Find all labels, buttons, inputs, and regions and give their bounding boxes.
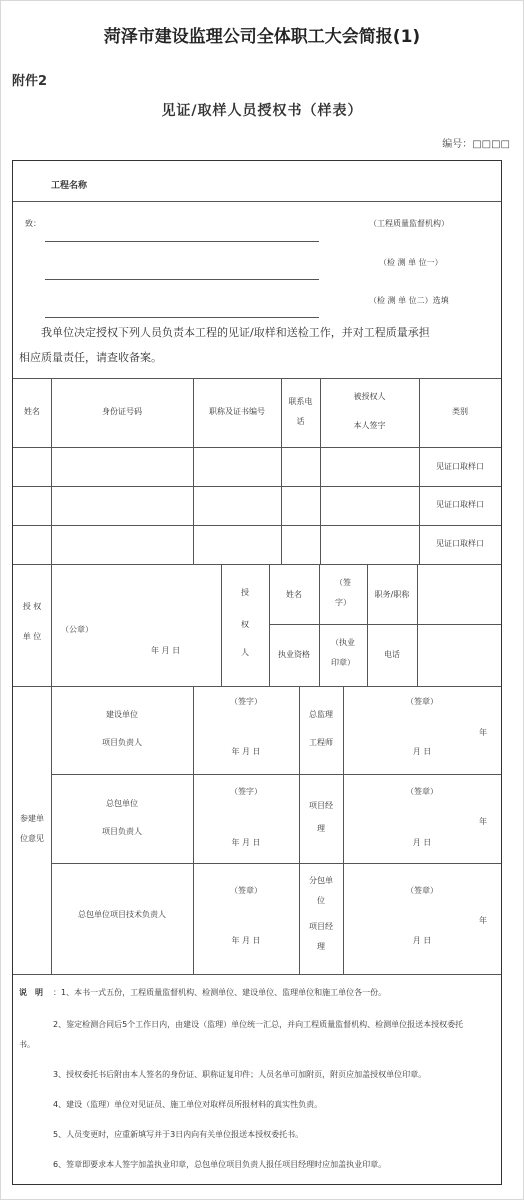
col-line xyxy=(417,564,418,686)
personnel-type-3: 见证口取样口 xyxy=(436,539,484,548)
document-title: 菏泽市建设监理公司全体职工大会简报(1) xyxy=(103,27,421,47)
project-name-label: 工程名称 xyxy=(51,181,88,191)
col-line xyxy=(343,686,344,974)
gc-sign: （签字） xyxy=(230,787,262,796)
subcontractor-3: 项目经 xyxy=(309,922,333,931)
row-line xyxy=(13,486,501,487)
sub-seal: （签章） xyxy=(406,886,438,895)
recipient-org-3: （检 测 单 位二）选填 xyxy=(369,296,449,305)
project-manager-2: 理 xyxy=(317,824,325,833)
col-line xyxy=(269,564,270,686)
phone-label: 电话 xyxy=(384,650,400,659)
pm-year: 年 xyxy=(479,817,487,826)
subcontractor-1: 分包单 xyxy=(309,876,333,885)
header-cert: 职称及证书编号 xyxy=(209,407,265,416)
personnel-type-2: 见证口取样口 xyxy=(436,500,484,509)
recipient-line-2 xyxy=(45,279,319,280)
auth-title-label: 职务/职称 xyxy=(374,590,410,599)
row-line xyxy=(51,774,501,775)
auth-sign-2: 字） xyxy=(335,598,351,607)
auth-sign-1: （签 xyxy=(335,578,351,587)
tech-date: 年 月 日 xyxy=(231,936,261,945)
owner-date: 年 月 日 xyxy=(231,747,261,756)
col-line xyxy=(320,378,321,564)
row-line xyxy=(13,447,501,448)
note-2: 2、鉴定检测合同后5个工作日内，由建设（监理）单位统一汇总，并向工程质量监督机构、检测单位报送本授权委托 xyxy=(53,1020,464,1029)
authorization-statement-1: 我单位决定授权下列人员负责本工程的见证/取样和送检工作，并对工程质量承担 xyxy=(41,326,430,339)
supervisor-seal: （签章） xyxy=(406,697,438,706)
chief-supervisor-1: 总监理 xyxy=(309,710,333,719)
auth-unit-date: 年 月 日 xyxy=(151,646,181,655)
opinions-label-2: 位意见 xyxy=(20,834,44,843)
gc-tech-head: 总包单位项目技术负责人 xyxy=(78,910,166,919)
col-line xyxy=(51,564,52,686)
gc-unit-head: 项目负责人 xyxy=(102,827,142,836)
recipient-line-3 xyxy=(45,317,319,318)
divider xyxy=(13,378,501,379)
auth-unit-label-2: 单 位 xyxy=(22,632,42,641)
supervisor-year: 年 xyxy=(479,728,487,737)
supervisor-date: 月 日 xyxy=(412,747,432,756)
gc-unit-label: 总包单位 xyxy=(106,799,138,808)
owner-unit-head: 项目负责人 xyxy=(102,738,142,747)
col-line xyxy=(367,564,368,686)
recipient-org-2: （检 测 单 位一） xyxy=(379,258,443,267)
auth-name-label: 姓名 xyxy=(286,590,302,599)
project-manager-1: 项目经 xyxy=(309,801,333,810)
official-seal-label: （公章） xyxy=(61,625,93,634)
header-id: 身份证号码 xyxy=(102,407,142,416)
note-4: 4、建设（监理）单位对见证员、施工单位对取样员所报材料的真实性负责。 xyxy=(53,1100,323,1109)
row-line xyxy=(13,525,501,526)
attachment-label: 附件2 xyxy=(12,74,48,89)
header-phone-2: 话 xyxy=(296,417,305,426)
to-label: 致： xyxy=(25,219,41,228)
sub-year: 年 xyxy=(479,916,487,925)
chief-supervisor-2: 工程师 xyxy=(309,738,333,747)
owner-sign: （签字） xyxy=(230,697,262,706)
note-1: ：1、本书一式五份，工程质量监督机构、检测单位、建设单位、监理单位和施工单位各一份。 xyxy=(53,988,387,997)
header-phone-1: 联系电 xyxy=(288,397,313,406)
license-seal-1: （执业 xyxy=(331,638,355,647)
auth-person-1: 授 xyxy=(241,588,249,597)
pm-date: 月 日 xyxy=(412,838,432,847)
auth-person-3: 人 xyxy=(241,648,249,657)
subcontractor-4: 理 xyxy=(317,942,325,951)
note-6: 6、签章即要求本人签字加盖执业印章，总包单位项目负责人报任项目经理时应加盖执业印章。 xyxy=(53,1160,387,1169)
authorization-statement-2: 相应质量责任，请查收备案。 xyxy=(19,351,162,364)
opinions-label-1: 参建单 xyxy=(20,814,44,823)
header-type: 类别 xyxy=(452,407,468,416)
form-table xyxy=(12,160,502,1185)
auth-person-2: 权 xyxy=(241,620,249,629)
owner-unit-label: 建设单位 xyxy=(106,710,138,719)
notes-label: 说 明 xyxy=(19,988,43,997)
sub-date: 月 日 xyxy=(412,936,432,945)
tech-seal: （签章） xyxy=(230,886,262,895)
form-subtitle: 见证/取样人员授权书（样表） xyxy=(161,103,363,119)
personnel-type-1: 见证口取样口 xyxy=(436,462,484,471)
gc-date: 年 月 日 xyxy=(231,838,261,847)
note-3: 3、授权委托书后附由本人签名的身份证、职称证复印件；人员名单可加附页，附页应加盖授权单位印章。 xyxy=(53,1070,427,1079)
divider xyxy=(13,686,501,687)
license-seal-2: 印章） xyxy=(331,658,355,667)
recipient-line-1 xyxy=(45,241,319,242)
note-5: 5、人员变更时，应重新填写并于3日内向有关单位报送本授权委托书。 xyxy=(53,1130,304,1139)
subcontractor-2: 位 xyxy=(317,896,325,905)
auth-unit-label-1: 授 权 xyxy=(22,602,42,611)
recipient-org-1: （工程质量监督机构） xyxy=(369,219,449,228)
header-sign-1: 被授权人 xyxy=(353,392,386,401)
serial-number: 编号：□□□□ xyxy=(442,139,510,150)
license-label: 执业资格 xyxy=(278,650,310,659)
divider xyxy=(13,201,501,202)
header-name: 姓名 xyxy=(24,407,40,416)
pm-seal: （签章） xyxy=(406,787,438,796)
row-line xyxy=(51,863,501,864)
note-2-cont: 书。 xyxy=(19,1040,35,1049)
col-line xyxy=(193,686,194,974)
header-sign-2: 本人签字 xyxy=(353,421,386,430)
row-line xyxy=(269,624,501,625)
divider xyxy=(13,564,501,565)
divider xyxy=(13,974,501,975)
